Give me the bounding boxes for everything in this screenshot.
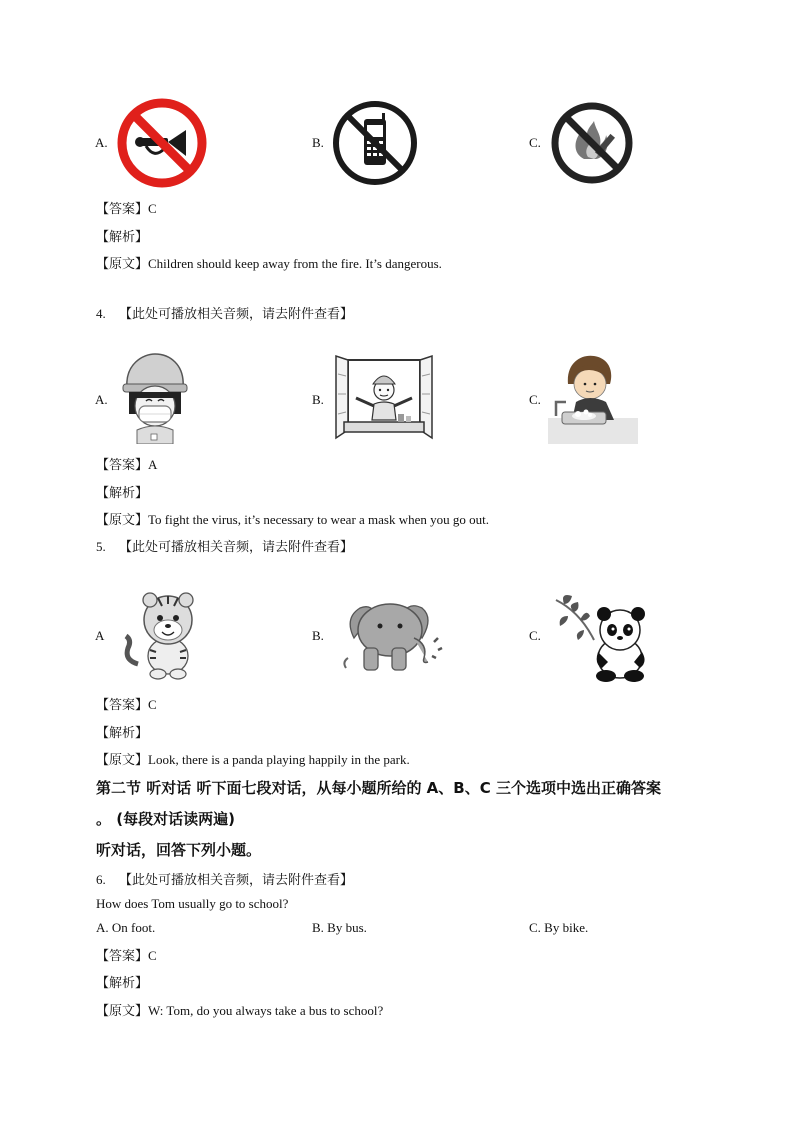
- q5-option-a-label: A: [95, 628, 105, 643]
- answer-value: C: [148, 948, 157, 963]
- q5-option-c-label: C.: [529, 628, 541, 643]
- q3-option-b-label: B.: [312, 135, 324, 150]
- q6-original-line: [96, 1000, 383, 1019]
- q6-answer-line: [96, 945, 157, 964]
- q6-option-b: B. By bus.: [312, 920, 367, 935]
- answer-value: A: [148, 457, 158, 472]
- answer-tag: 【答案】: [96, 202, 149, 217]
- girl-opening-window-icon: [334, 354, 434, 442]
- section-subtitle: 听对话，回答下列小题。: [96, 841, 262, 859]
- q4-header: [96, 303, 353, 322]
- original-tag: 【原文】: [96, 513, 149, 528]
- question-number: 5.: [96, 539, 106, 554]
- analysis-tag: 【解析】: [96, 230, 149, 245]
- section-title-line2: 。 (每段对话读两遍): [96, 810, 235, 828]
- no-horn-icon: [116, 97, 208, 189]
- q5-option-b-label: B.: [312, 628, 324, 643]
- analysis-tag: 【解析】: [96, 976, 149, 991]
- audio-note[interactable]: 【此处可播放相关音频，请去附件查看】: [119, 873, 354, 888]
- tiger-icon: [120, 590, 208, 682]
- boy-washing-hands-icon: [548, 354, 638, 444]
- section-title-line1: 第二节 听对话 听下面七段对话，从每小题所给的 A、B、C 三个选项中选出正确答案: [96, 779, 661, 797]
- q3-original-line: [96, 253, 442, 272]
- q4-analysis-line: [96, 482, 148, 501]
- question-number: 6.: [96, 872, 106, 887]
- q6-option-a: A. On foot.: [96, 920, 156, 935]
- q6-option-c: C. By bike.: [529, 920, 589, 935]
- q4-option-b-label: B.: [312, 392, 324, 407]
- q3-option-a-label: A.: [95, 135, 108, 150]
- analysis-tag: 【解析】: [96, 726, 149, 741]
- q5-header: [96, 536, 353, 555]
- q3-answer-line: [96, 198, 157, 217]
- original-tag: 【原文】: [96, 257, 149, 272]
- original-text: Children should keep away from the fire. It’s dangerous.: [148, 256, 442, 271]
- answer-tag: 【答案】: [96, 698, 149, 713]
- q3-analysis-line: [96, 226, 148, 245]
- answer-value: C: [148, 201, 157, 216]
- answer-tag: 【答案】: [96, 458, 149, 473]
- original-text: To fight the virus, it’s necessary to wear a mask when you go out.: [148, 512, 490, 527]
- q4-answer-line: [96, 454, 157, 473]
- no-fire-icon: [550, 101, 634, 185]
- question-number: 4.: [96, 306, 106, 321]
- q4-option-a-label: A.: [95, 392, 108, 407]
- original-tag: 【原文】: [96, 1004, 149, 1019]
- q6-analysis-line: [96, 972, 148, 991]
- q6-header: [96, 869, 353, 888]
- original-tag: 【原文】: [96, 753, 149, 768]
- q6-question: How does Tom usually go to school?: [96, 896, 289, 911]
- girl-with-mask-icon: [117, 350, 193, 444]
- analysis-tag: 【解析】: [96, 486, 149, 501]
- q5-original-line: [96, 749, 410, 768]
- panda-icon: [550, 592, 656, 682]
- q5-answer-line: [96, 694, 157, 713]
- q4-original-line: [96, 509, 489, 528]
- elephant-icon: [334, 598, 446, 676]
- q3-option-c-label: C.: [529, 135, 541, 150]
- answer-value: C: [148, 697, 157, 712]
- q5-analysis-line: [96, 722, 148, 741]
- audio-note[interactable]: 【此处可播放相关音频，请去附件查看】: [119, 307, 354, 322]
- audio-note[interactable]: 【此处可播放相关音频，请去附件查看】: [119, 540, 354, 555]
- no-phone-icon: [331, 99, 419, 187]
- answer-tag: 【答案】: [96, 949, 149, 964]
- original-text: Look, there is a panda playing happily in the park.: [148, 752, 410, 767]
- original-text: W: Tom, do you always take a bus to school?: [148, 1003, 384, 1018]
- q4-option-c-label: C.: [529, 392, 541, 407]
